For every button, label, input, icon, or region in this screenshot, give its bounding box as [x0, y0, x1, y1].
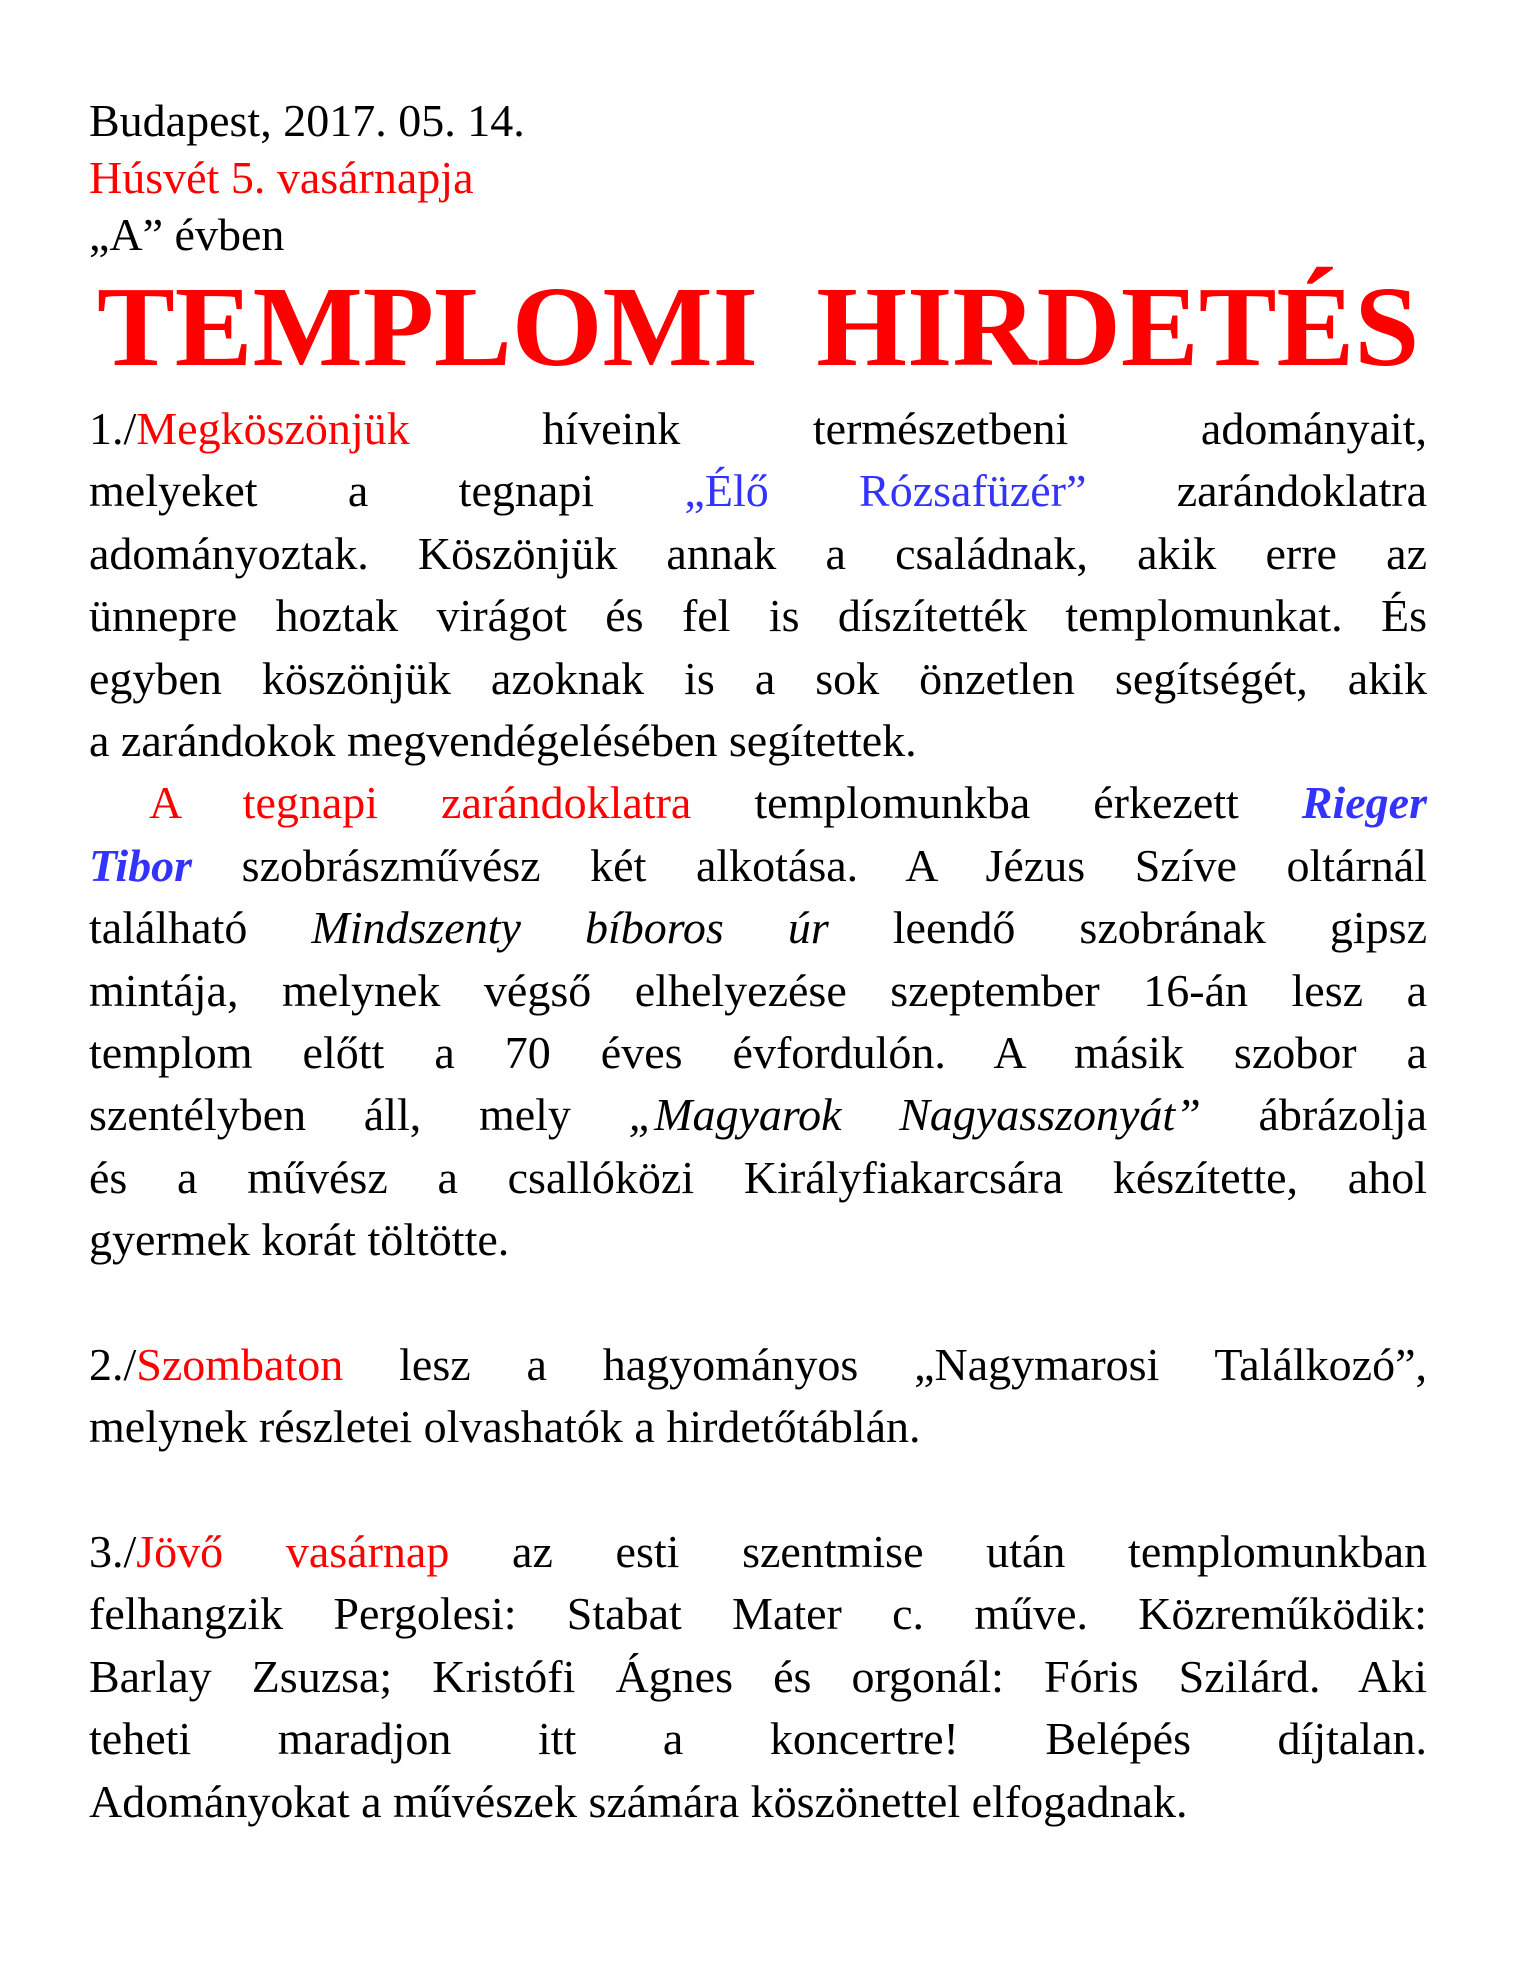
- text-segment: egyben köszönjük azoknak is a sok önzetlen segítségét, akik: [89, 652, 1427, 704]
- liturgical-sunday: Húsvét 5. vasárnapja: [89, 152, 474, 203]
- text-line: [89, 1583, 1427, 1645]
- highlight-red-text: Megköszönjük: [136, 403, 410, 454]
- highlight-red-text: Jövő vasárnap: [136, 1526, 450, 1578]
- text-segment: híveink természetbeni adományait,: [409, 403, 1427, 454]
- announcement-body: [89, 398, 1427, 1833]
- text-segment: melyeket a tegnapi: [89, 465, 685, 517]
- text-segment: 1./: [89, 403, 137, 454]
- highlight-red-text: Szombaton: [136, 1338, 344, 1390]
- text-segment: található: [89, 902, 312, 954]
- text-line: [89, 1084, 1427, 1146]
- text-line: [89, 772, 1427, 834]
- italic-text: „Magyarok Nagyasszonyát”: [628, 1089, 1201, 1141]
- liturgical-year: „A” évben: [89, 209, 285, 260]
- text-line: [89, 460, 1427, 522]
- highlight-blue-text: „Élő Rózsafüzér”: [684, 465, 1087, 517]
- text-line: [89, 1396, 1427, 1458]
- text-line: [89, 523, 1427, 585]
- text-segment: mintája, melynek végső elhelyezése szeptember 16-án lesz a: [89, 964, 1427, 1016]
- text-line: [89, 1147, 1427, 1209]
- text-segment: 2./: [89, 1338, 137, 1390]
- text-segment: teheti maradjon itt a koncertre! Belépés díjtalan.: [89, 1713, 1427, 1765]
- blank-line: [89, 1459, 1427, 1521]
- text-segment: az esti szentmise után templomunkban: [449, 1526, 1428, 1578]
- text-segment: felhangzik Pergolesi: Stabat Mater c. műve. Közreműködik:: [89, 1588, 1427, 1640]
- italic-text: Mindszenty bíboros úr: [311, 902, 829, 954]
- text-segment: zarándoklatra: [1086, 465, 1427, 517]
- text-segment: szobrászművész két alkotása. A Jézus Szíve oltárnál: [192, 839, 1427, 891]
- text-line: [89, 1521, 1427, 1583]
- text-segment: gyermek korát töltötte.: [89, 1214, 510, 1266]
- text-segment: templomunkba érkezett: [691, 777, 1302, 829]
- text-segment: ünnepre hoztak virágot és fel is díszítették templomunkat. És: [89, 590, 1427, 642]
- text-line: [89, 835, 1427, 897]
- text-line: [89, 1022, 1427, 1084]
- text-line: [89, 1209, 1427, 1271]
- text-line: [89, 710, 1427, 772]
- text-segment: adományoztak. Köszönjük annak a családnak, akik erre az: [89, 527, 1427, 579]
- text-segment: a zarándokok megvendégelésében segítettek.: [89, 714, 917, 766]
- highlight-blue-text: Rieger: [1301, 777, 1427, 829]
- text-segment: templom előtt a 70 éves évfordulón. A másik szobor a: [89, 1026, 1427, 1078]
- text-segment: és a művész a csallóközi Királyfiakarcsára készítette, ahol: [89, 1151, 1427, 1203]
- text-segment: ábrázolja: [1200, 1089, 1427, 1141]
- text-line: [89, 1646, 1427, 1708]
- text-line: [89, 1708, 1427, 1770]
- text-segment: szentélyben áll, mely: [89, 1089, 629, 1141]
- text-segment: Adományokat a művészek számára köszönettel elfogadnak.: [89, 1775, 1188, 1827]
- date-line: Budapest, 2017. 05. 14.: [89, 95, 525, 146]
- text-line: [89, 960, 1427, 1022]
- text-line: [89, 1771, 1427, 1833]
- text-line: [89, 585, 1427, 647]
- text-segment: melynek részletei olvashatók a hirdetőtáblán.: [89, 1401, 921, 1453]
- text-line: [89, 1334, 1427, 1396]
- highlight-red-text: A tegnapi zarándoklatra: [149, 777, 692, 829]
- highlight-blue-text: Tibor: [89, 839, 193, 891]
- text-line: [89, 648, 1427, 710]
- text-line: [89, 398, 1427, 460]
- title-container: [97, 262, 1419, 392]
- text-segment: 3./: [89, 1526, 137, 1578]
- text-segment: leendő szobrának gipsz: [828, 902, 1428, 954]
- page-title: TEMPLOMI HIRDETÉS: [97, 263, 1420, 390]
- text-segment: lesz a hagyományos „Nagymarosi Találkozó”,: [343, 1338, 1427, 1390]
- text-segment: Barlay Zsuzsa; Kristófi Ágnes és orgonál: Fóris Szilárd. Aki: [89, 1650, 1427, 1702]
- text-line: [89, 897, 1427, 959]
- blank-line: [89, 1271, 1427, 1333]
